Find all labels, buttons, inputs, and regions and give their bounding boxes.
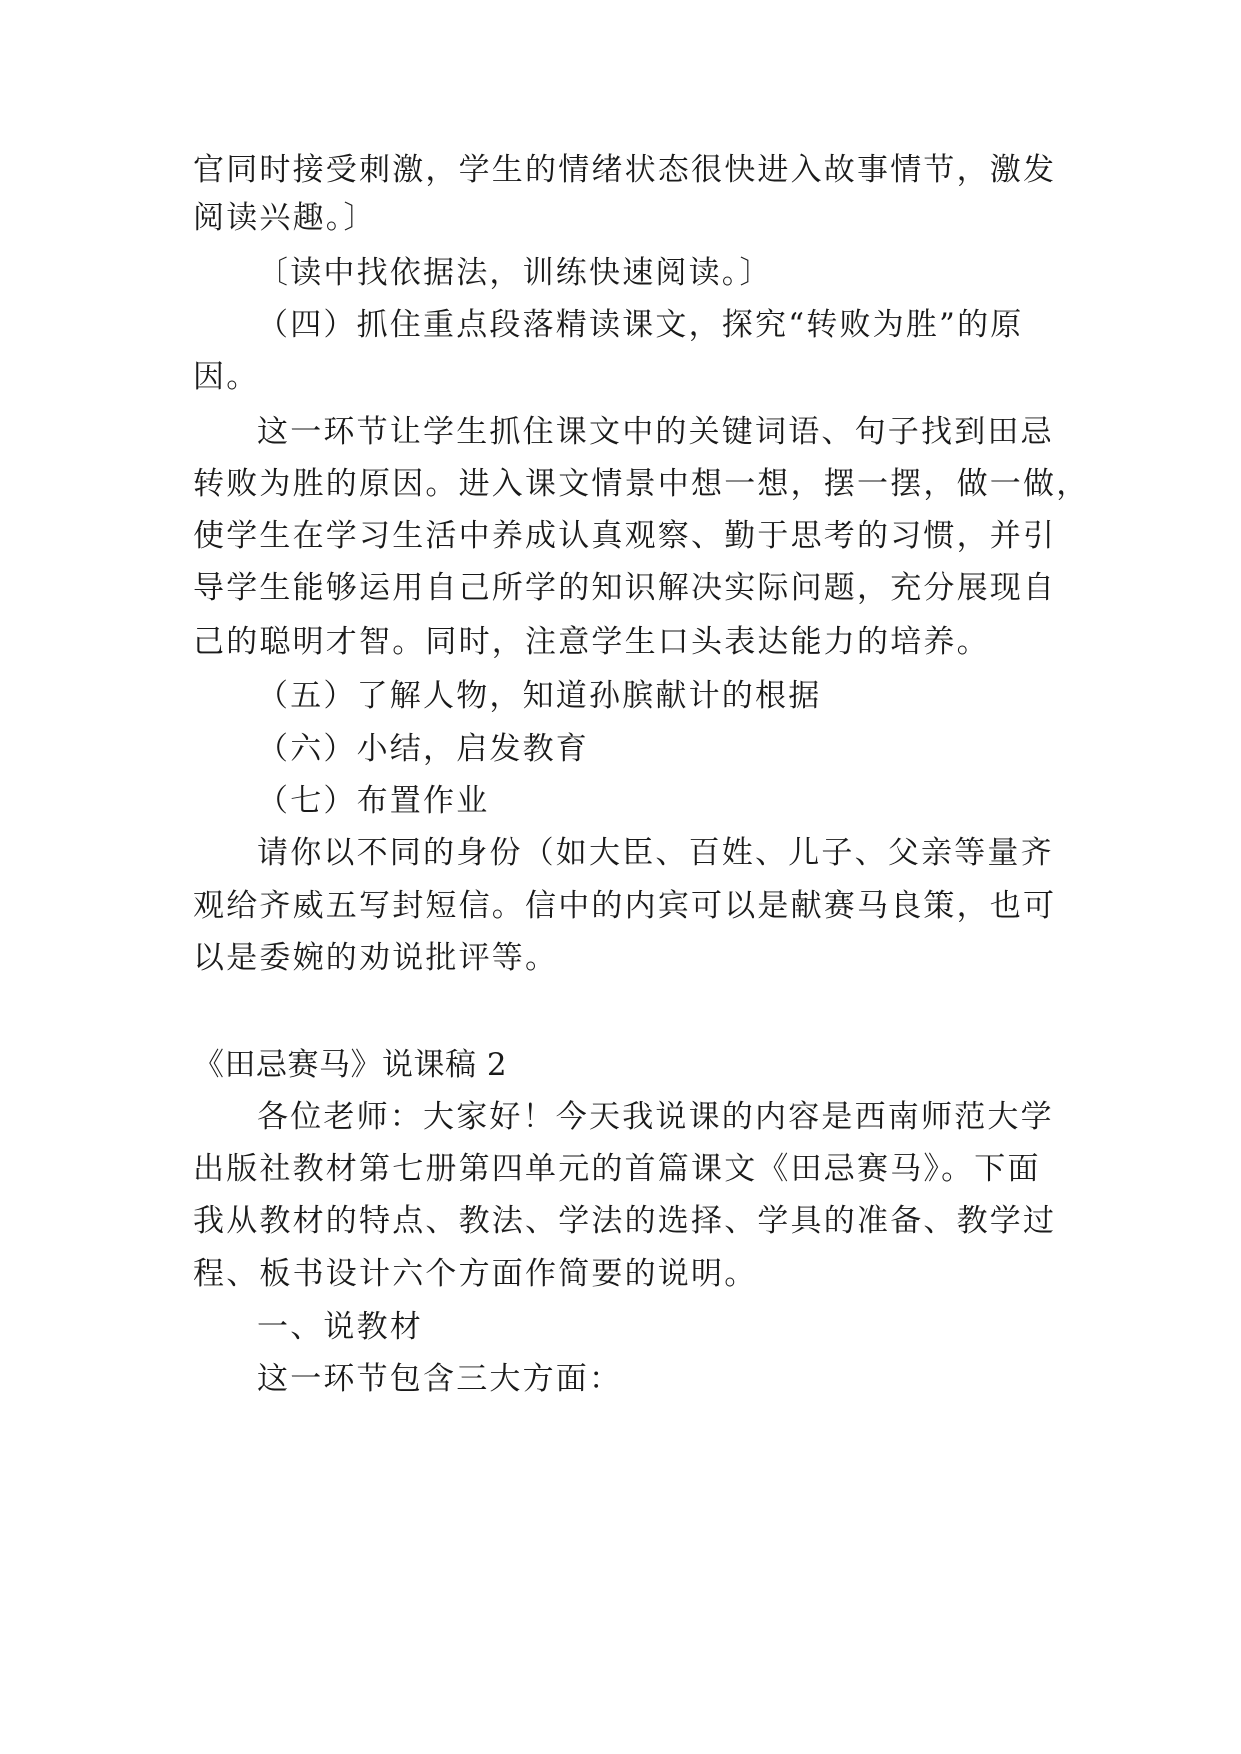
body-line: 出版社教材第七册第四单元的首篇课文《田忌赛马》。下面	[193, 1151, 1041, 1187]
body-line: 己的聪明才智。同时，注意学生口头表达能力的培养。	[193, 624, 990, 660]
body-line: 请你以不同的身份（如大臣、百姓、儿子、父亲等量齐	[257, 835, 1054, 871]
body-line: 各位老师：大家好！今天我说课的内容是西南师范大学	[257, 1099, 1054, 1135]
body-line: 以是委婉的劝说批评等。	[193, 940, 559, 976]
section-heading: （六）小结，启发教育	[257, 731, 589, 767]
body-line: 〔读中找依据法，训练快速阅读。〕	[257, 255, 773, 291]
section-heading: 一、说教材	[257, 1309, 423, 1345]
body-line: 程、板书设计六个方面作简要的说明。	[193, 1256, 758, 1292]
section-heading: （四）抓住重点段落精读课文，探究“转败为胜”的原	[257, 307, 1024, 343]
body-line: 转败为胜的原因。进入课文情景中想一想，摆一摆，做一做，	[193, 466, 1090, 502]
body-line: 这一环节让学生抓住课文中的关键词语、句子找到田忌	[257, 414, 1054, 450]
body-line: 这一环节包含三大方面：	[257, 1361, 623, 1397]
body-line: 导学生能够运用自己所学的知识解决实际问题，充分展现自	[193, 570, 1057, 606]
body-line: 官同时接受刺激，学生的情绪状态很快进入故事情节，激发	[193, 152, 1057, 188]
section-heading: （五）了解人物，知道孙膑献计的根据	[257, 678, 822, 714]
body-line: 因。	[193, 359, 260, 395]
body-line: 观给齐威五写封短信。信中的内宾可以是献赛马良策，也可	[193, 888, 1057, 924]
body-line: 使学生在学习生活中养成认真观察、勤于思考的习惯，并引	[193, 518, 1057, 554]
body-line: 阅读兴趣。〕	[193, 200, 377, 236]
body-line: 我从教材的特点、教法、学法的选择、学具的准备、教学过	[193, 1203, 1057, 1239]
document-title: 《田忌赛马》说课稿 2	[193, 1047, 508, 1083]
section-heading: （七）布置作业	[257, 783, 490, 819]
